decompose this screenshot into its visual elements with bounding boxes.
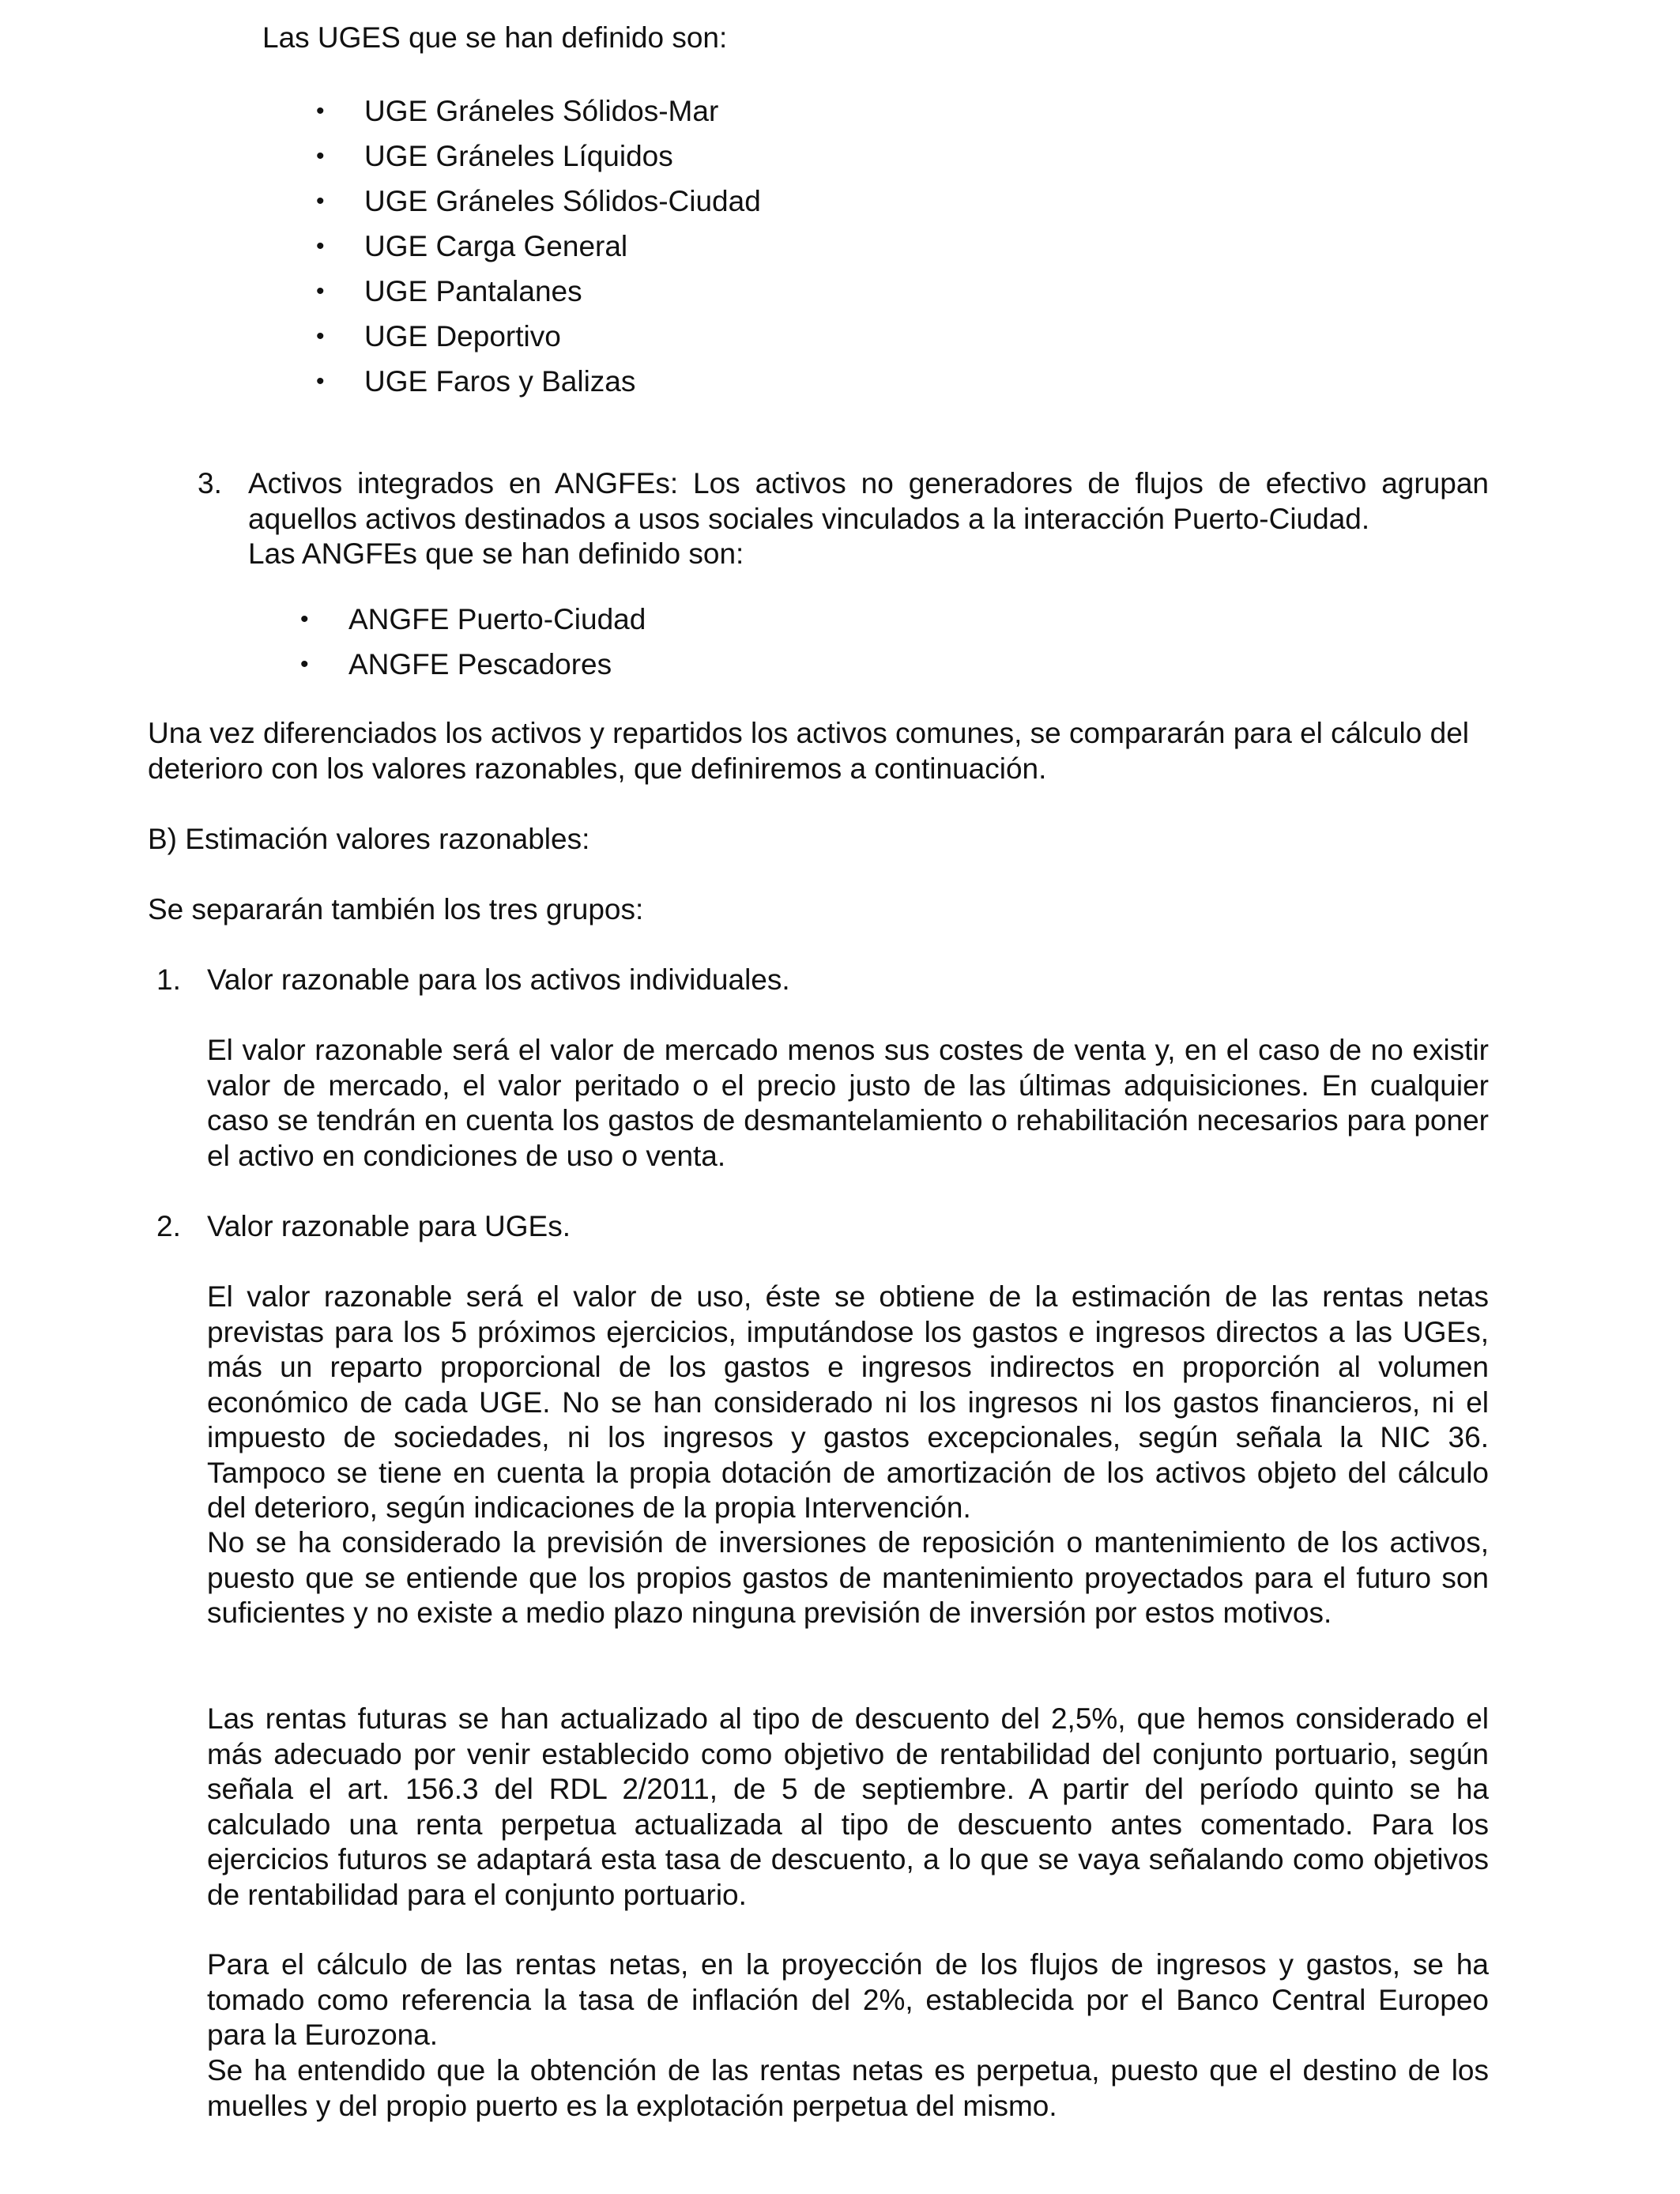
section2-paragraph-3: Las rentas futuras se han actualizado al tipo de descuento del 2,5%, que hemos considerado el más adecuado por venir establecido como objetivo de rentabilidad del conjunto portuario, según señala el art. 156.3 del RDL 2/2011, de 5 de septiembre. A partir del período quinto se ha calculado una renta perpetua actualizada al tipo de descuento antes comentado. Para los ejercicios futuros se adaptará esta tasa de descuento, a lo que se vaya señalando como objetivos de rentabilidad para el conjunto portuario. [207, 1702, 1489, 1911]
list-item: • UGE Gráneles Líquidos [316, 134, 1106, 179]
list-item: • UGE Faros y Balizas [316, 359, 1106, 404]
list-item: • ANGFE Pescadores [300, 642, 1090, 687]
bullet-icon: • [316, 98, 325, 124]
bullet-icon: • [316, 323, 325, 349]
bullet-icon: • [316, 368, 325, 394]
bullet-icon: • [316, 278, 325, 304]
section1-title: Valor razonable para los activos individuales. [207, 963, 790, 996]
section2-paragraph-5: Se ha entendido que la obtención de las rentas netas es perpetua, puesto que el destino de los muelles y del propio puerto es la explotación perpetua del mismo. [207, 2054, 1489, 2122]
section2-paragraph-4: Para el cálculo de las rentas netas, en la proyección de los flujos de ingresos y gastos, se ha tomado como referencia la tasa de inflación del 2%, establecida por el Banco Central Europeo para la Eurozona. [207, 1948, 1489, 2051]
list-item: • UGE Pantalanes [316, 269, 1106, 314]
bullet-icon: • [316, 233, 325, 259]
list-item: • UGE Deportivo [316, 314, 1106, 359]
list-item: • UGE Gráneles Sólidos-Ciudad [316, 179, 1106, 224]
paragraph-diferenciados: Una vez diferenciados los activos y repartidos los activos comunes, se compararán para el cálculo del deterioro con los valores razonables, que definiremos a continuación. [148, 717, 1469, 785]
item3-subtext: Las ANGFEs que se han definido son: [248, 537, 744, 570]
uges-list [316, 89, 1106, 404]
list-item: • UGE Gráneles Sólidos-Mar [316, 89, 1106, 134]
uges-intro: Las UGES que se han definido son: [262, 21, 728, 54]
bullet-icon: • [316, 143, 325, 169]
section2-number: 2. [156, 1210, 181, 1242]
section2-paragraph-2: No se ha considerado la previsión de inversiones de reposición o mantenimiento de los activos, puesto que se entiende que los propios gastos de mantenimiento proyectados para el futuro son suficientes y no existe a medio plazo ninguna previsión de inversión por estos motivos. [207, 1526, 1489, 1629]
section1-body: El valor razonable será el valor de mercado menos sus costes de venta y, en el caso de no existir valor de mercado, el valor peritado o el precio justo de las últimas adquisiciones. En cualquier caso se tendrán en cuenta los gastos de desmantelamiento o rehabilitación necesarios para poner el activo en condiciones de uso o venta. [207, 1034, 1489, 1172]
heading-b: B) Estimación valores razonables: [148, 823, 590, 855]
paragraph-tres-grupos: Se separarán también los tres grupos: [148, 893, 644, 925]
bullet-icon: • [300, 606, 309, 632]
bullet-icon: • [316, 188, 325, 214]
bullet-icon: • [300, 651, 309, 677]
section2-title: Valor razonable para UGEs. [207, 1210, 571, 1242]
section1-number: 1. [156, 963, 181, 996]
angfe-list [300, 597, 1090, 687]
item3-number: 3. [198, 467, 222, 499]
list-item: • UGE Carga General [316, 224, 1106, 269]
list-item: • ANGFE Puerto-Ciudad [300, 597, 1090, 642]
section2-paragraph-1: El valor razonable será el valor de uso, éste se obtiene de la estimación de las rentas netas previstas para los 5 próximos ejercicios, imputándose los gastos e ingresos directos a las UGEs, más un reparto proporcional de los gastos e ingresos indirectos en proporción al volumen económico de cada UGE. No se han considerado ni los ingresos ni los gastos financieros, ni el impuesto de sociedades, ni los ingresos y gastos excepcionales, según señala la NIC 36. Tampoco se tiene en cuenta la propia dotación de amortización de los activos objeto del cálculo del deterioro, según indicaciones de la propia Intervención. [207, 1280, 1489, 1524]
item3-text: Activos integrados en ANGFEs: Los activos no generadores de flujos de efectivo agrupan aquellos activos destinados a usos sociales vinculados a la interacción Puerto-Ciudad. [248, 467, 1489, 535]
